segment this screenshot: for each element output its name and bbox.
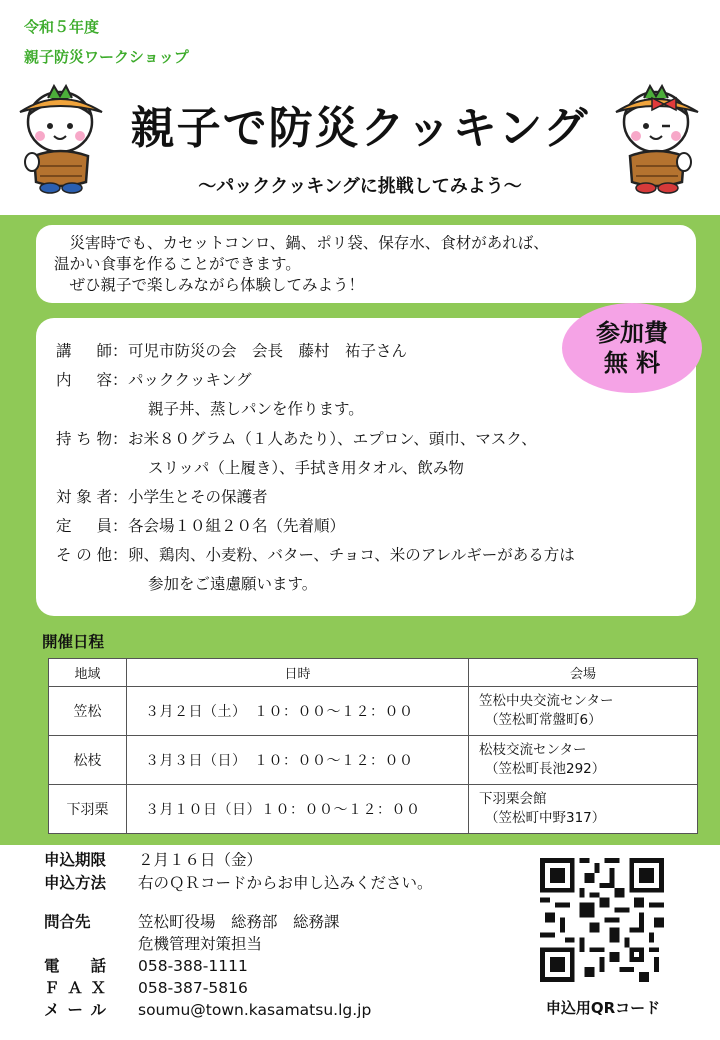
cell-venue xyxy=(469,687,698,736)
mascot-right-illustration xyxy=(606,82,706,194)
table-header-row xyxy=(49,659,698,687)
detail-value: 小学生とその保護者 xyxy=(128,488,268,506)
footer-value: 右のＱＲコードからお申し込みください。 xyxy=(138,874,433,892)
detail-items: 持ち物：お米８０グラム（１人あたり）、エプロン、頭巾、マスク、 スリッパ（上履き）、手拭き用タオル、飲み物 xyxy=(56,430,537,477)
main-title: 親子で防災クッキング xyxy=(130,103,590,154)
column-header-venue: 会場 xyxy=(469,659,698,687)
fee-badge xyxy=(562,303,702,393)
footer-label: ＦＡＸ xyxy=(44,979,106,997)
footer-value: 058-387-5816 xyxy=(138,979,248,997)
venue-name: 松枝交流センター xyxy=(479,742,587,758)
detail-value-continued: 参加をご遠慮願います。 xyxy=(148,575,318,593)
cell-area: 松枝 xyxy=(49,736,127,785)
footer-label: 申込期限 xyxy=(44,851,107,869)
detail-capacity: 定員：各会場１０組２０名（先着順） xyxy=(56,517,346,535)
detail-label: 講師 xyxy=(56,342,112,360)
cell-area: 笠松 xyxy=(49,687,127,736)
detail-target: 対象者：小学生とその保護者 xyxy=(56,488,268,506)
footer-label: メール xyxy=(44,1001,106,1019)
detail-label: 定員 xyxy=(56,517,112,535)
qr-code-icon[interactable] xyxy=(540,858,664,982)
fee-value: 無 料 xyxy=(603,349,661,377)
schedule-heading: 開催日程 xyxy=(42,633,105,651)
footer-fax xyxy=(44,978,248,998)
detail-content: 内容：パッククッキング 親子丼、蒸しパンを作ります。 xyxy=(56,371,364,418)
table-row xyxy=(49,736,698,785)
footer-phone xyxy=(44,956,248,976)
detail-label: 内容 xyxy=(56,371,112,389)
fee-label: 参加費 xyxy=(596,319,668,347)
header xyxy=(0,0,720,215)
cell-area: 下羽栗 xyxy=(49,785,127,834)
footer-value: 058-388-1111 xyxy=(138,957,248,975)
cell-datetime: ３月２日（土） １０：００～１２：００ xyxy=(127,687,469,736)
fiscal-year: 令和５年度 xyxy=(24,18,100,36)
detail-value: 各会場１０組２０名（先着順） xyxy=(128,517,346,535)
footer-contact xyxy=(44,912,340,932)
footer-email xyxy=(44,1000,371,1020)
cell-datetime: ３月１０日（日）１０：００～１２：００ xyxy=(127,785,469,834)
detail-label: その他 xyxy=(56,546,112,564)
footer-value: 危機管理対策担当 xyxy=(138,935,263,953)
detail-value: 卵、鶏肉、小麦粉、バター、チョコ、米のアレルギーがある方は xyxy=(128,546,575,564)
intro-line-3: ぜひ親子で楽しみながら体験してみよう！ xyxy=(54,276,365,294)
venue-name: 笠松中央交流センター xyxy=(479,693,614,709)
cell-datetime: ３月３日（日） １０：００～１２：００ xyxy=(127,736,469,785)
detail-value: 可児市防災の会 会長 藤村 祐子さん xyxy=(128,342,408,360)
footer-deadline xyxy=(44,850,262,870)
footer-label: 電話 xyxy=(44,957,106,975)
intro-box xyxy=(36,225,696,303)
subtitle: ～パッククッキングに挑戦してみよう～ xyxy=(198,176,522,197)
footer-contact-continued xyxy=(138,934,262,954)
venue-address: （笠松町常盤町6） xyxy=(485,712,602,728)
intro-line-2: 温かい食事を作ることができます。 xyxy=(54,255,301,273)
cell-venue xyxy=(469,736,698,785)
qr-caption: 申込用QRコード xyxy=(545,999,661,1017)
event-name: 親子防災ワークショップ xyxy=(24,48,189,66)
footer-method xyxy=(44,873,433,893)
detail-label: 持ち物 xyxy=(56,430,112,448)
schedule-table xyxy=(48,658,698,834)
cell-venue xyxy=(469,785,698,834)
footer-email-link[interactable]: soumu@town.kasamatsu.lg.jp xyxy=(138,1001,372,1019)
detail-instructor: 講師：可児市防災の会 会長 藤村 祐子さん xyxy=(56,342,408,360)
table-row xyxy=(49,687,698,736)
detail-other: その他：卵、鶏肉、小麦粉、バター、チョコ、米のアレルギーがある方は 参加をご遠慮願います。 xyxy=(56,546,575,593)
footer-label: 申込方法 xyxy=(44,874,107,892)
venue-address: （笠松町長池292） xyxy=(485,761,606,777)
column-header-area: 地域 xyxy=(49,659,127,687)
venue-address: （笠松町中野317） xyxy=(485,810,606,826)
mascot-left-illustration xyxy=(10,82,110,194)
detail-label: 対象者 xyxy=(56,488,112,506)
detail-value-continued: 親子丼、蒸しパンを作ります。 xyxy=(148,400,364,418)
venue-name: 下羽栗会館 xyxy=(479,791,547,807)
footer-value: 笠松町役場 総務部 総務課 xyxy=(138,913,340,931)
detail-value: お米８０グラム（１人あたり）、エプロン、頭巾、マスク、 xyxy=(128,430,537,448)
footer-value: ２月１６日（金） xyxy=(138,851,263,869)
intro-line-1: 災害時でも、カセットコンロ、鍋、ポリ袋、保存水、食材があれば、 xyxy=(54,234,549,252)
detail-value: パッククッキング xyxy=(128,371,252,389)
table-row xyxy=(49,785,698,834)
column-header-datetime: 日時 xyxy=(127,659,469,687)
footer-label: 問合先 xyxy=(44,913,91,931)
detail-value-continued: スリッパ（上履き）、手拭き用タオル、飲み物 xyxy=(148,459,464,477)
